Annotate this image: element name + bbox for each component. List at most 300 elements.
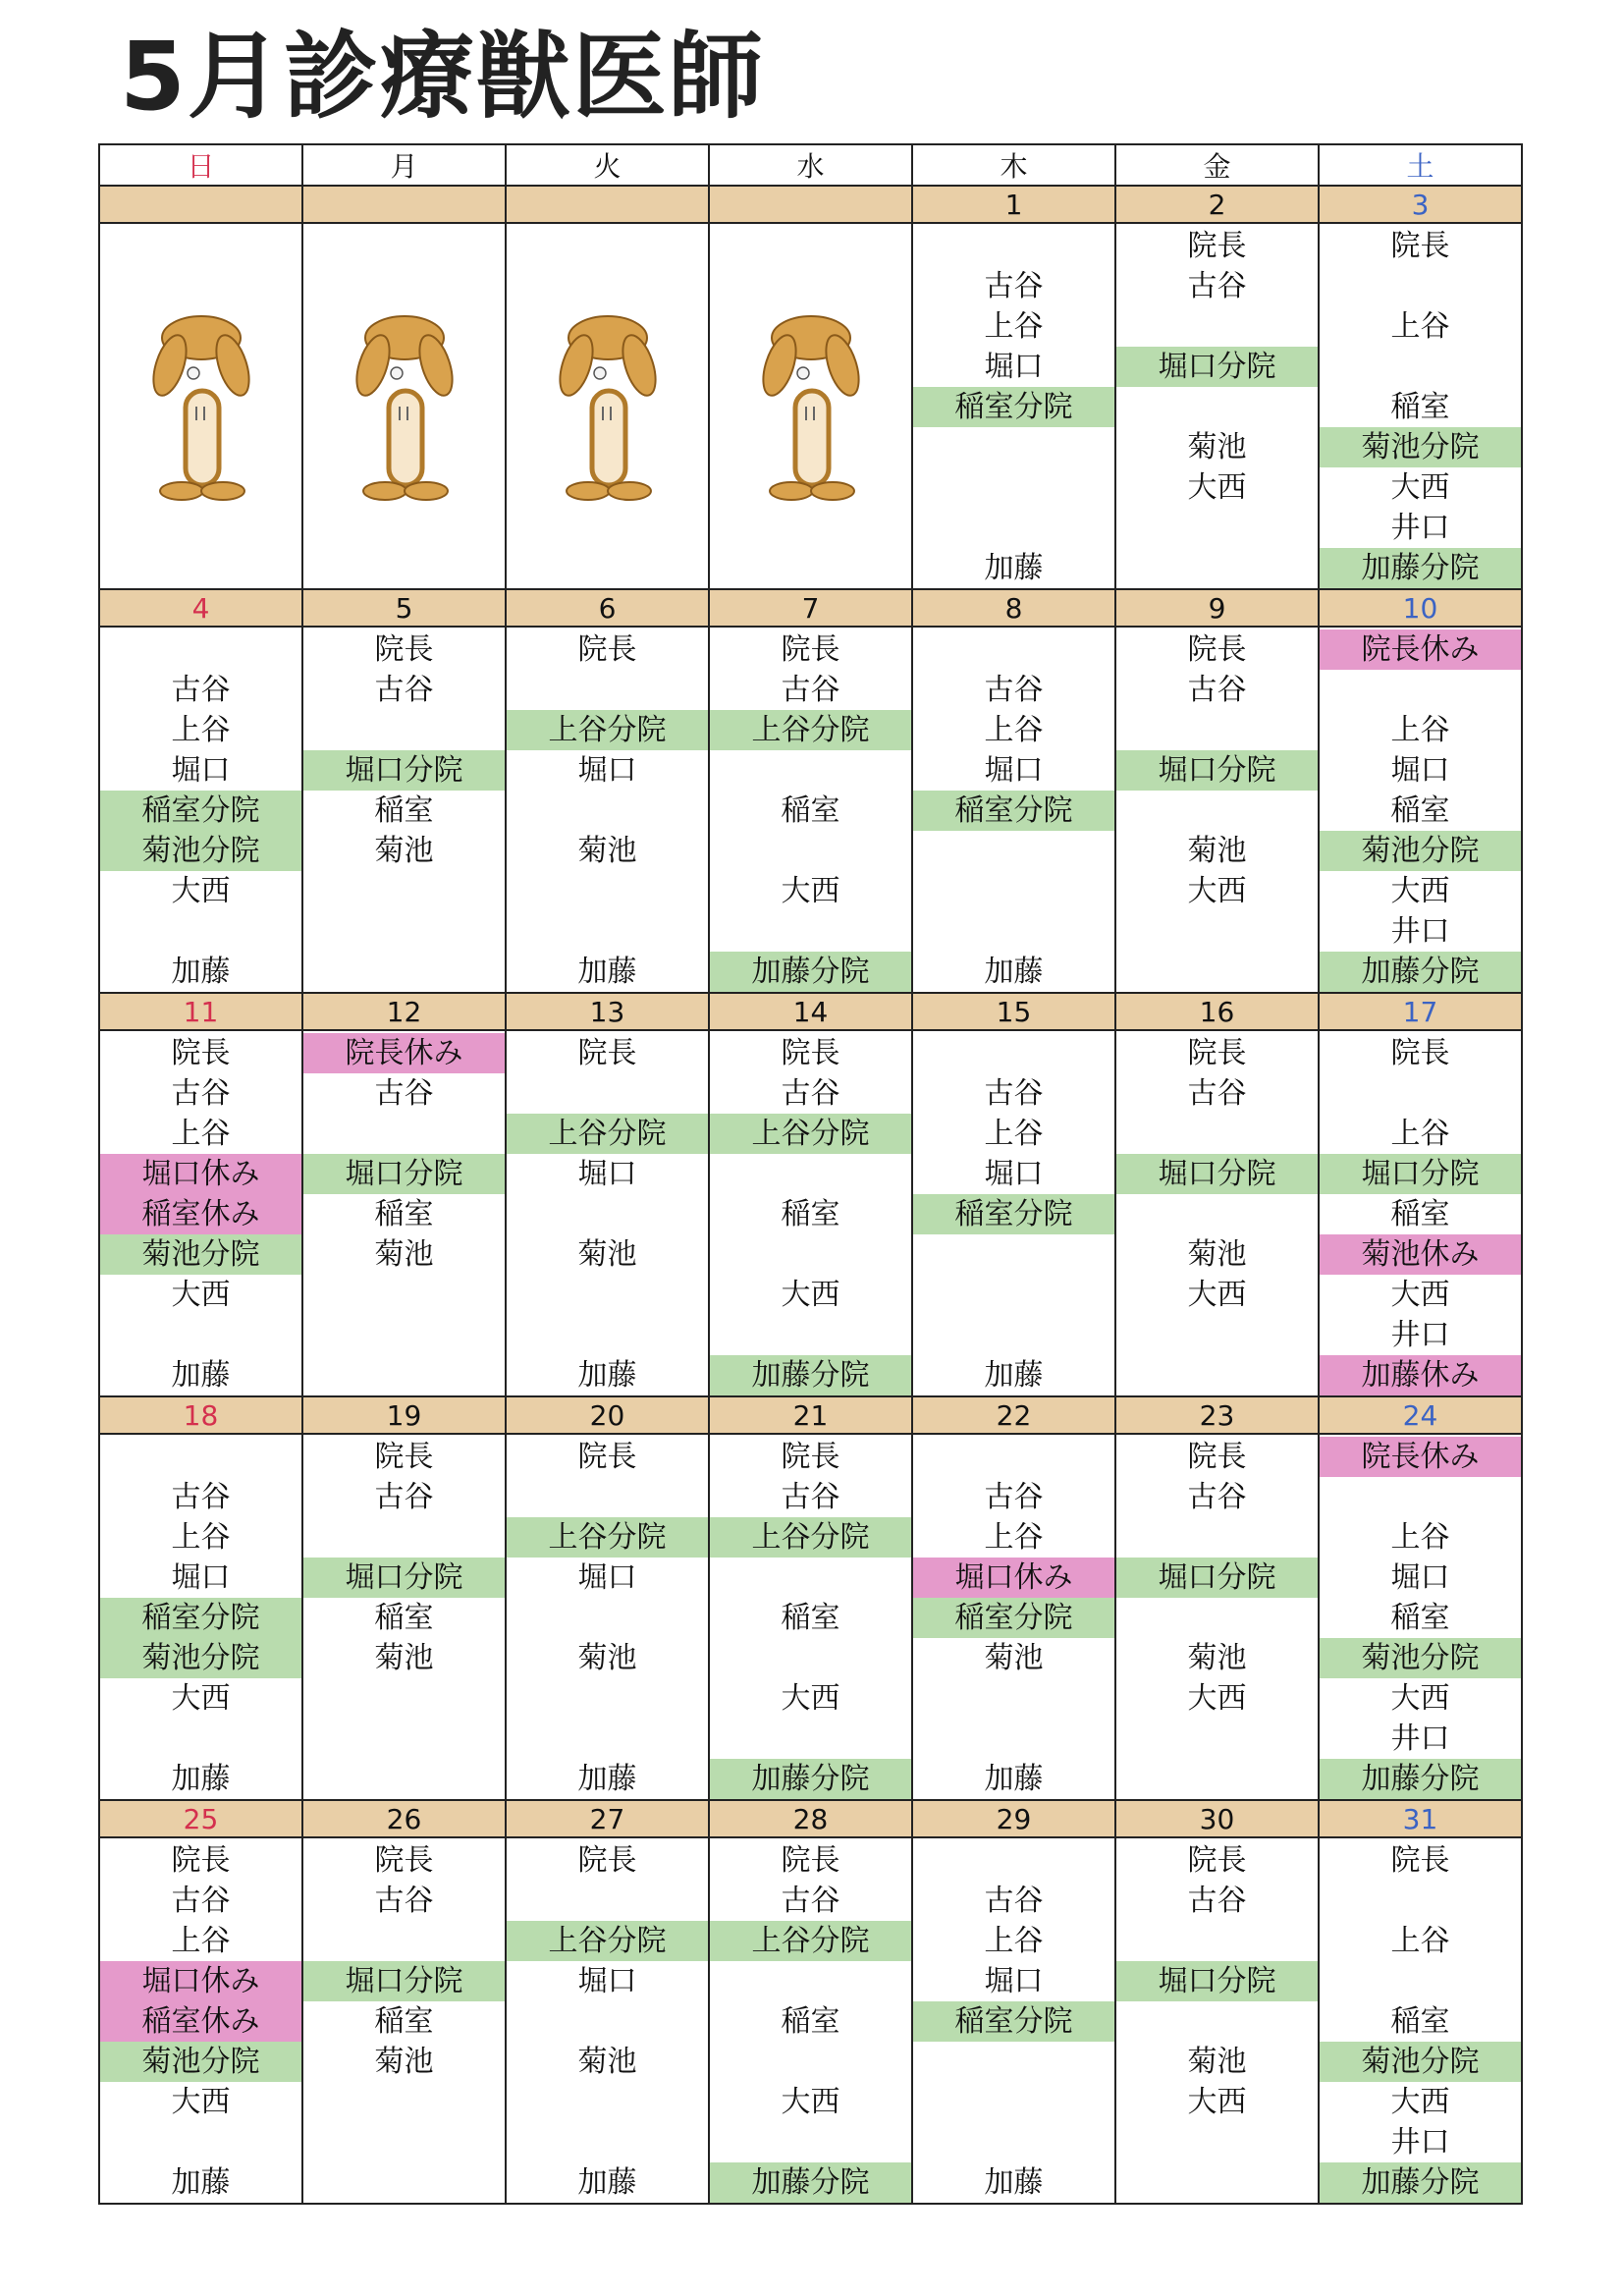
vet-list	[303, 628, 505, 992]
vet-entry	[100, 1719, 301, 1759]
vet-entry	[507, 1719, 708, 1759]
vet-branch-entry: 加藤分院	[1320, 952, 1521, 992]
vet-entry: 加藤	[171, 955, 231, 989]
vet-branch-entry: 稲室分院	[913, 791, 1114, 831]
date-row	[99, 993, 1522, 1030]
vet-branch-entry: 稲室分院	[100, 791, 301, 831]
vet-branch-entry: 菊池分院	[1320, 1638, 1521, 1678]
vet-branch-entry: 加藤分院	[1320, 1759, 1521, 1799]
date-number: 13	[506, 993, 709, 1030]
vet-entry: 古谷	[171, 1480, 231, 1514]
vet-branch-entry: 加藤分院	[710, 1355, 911, 1395]
vet-entry: 上谷	[171, 1117, 231, 1151]
dog-mascot-icon	[710, 224, 911, 588]
date-number: 22	[912, 1396, 1115, 1434]
date-number: 14	[709, 993, 912, 1030]
vet-branch-entry: 稲室分院	[100, 1598, 301, 1638]
vet-entry: 稲室	[1390, 2004, 1450, 2039]
vet-list	[303, 1435, 505, 1799]
date-number: 23	[1115, 1396, 1319, 1434]
vet-entry	[1116, 548, 1318, 588]
date-number: 26	[302, 1800, 506, 1837]
vet-entry: 大西	[781, 2085, 840, 2119]
vet-entry: 稲室	[374, 1601, 434, 1635]
vet-entry: 菊池	[374, 1237, 434, 1272]
week-row	[99, 1837, 1522, 2204]
vet-entry: 大西	[171, 1278, 231, 1312]
vet-entry	[1116, 2162, 1318, 2203]
vet-entry	[1116, 2001, 1318, 2042]
vet-entry	[913, 2042, 1114, 2082]
vet-entry: 院長	[374, 632, 434, 667]
vet-entry: 院長	[781, 1843, 840, 1878]
vet-entry: 菊池	[1187, 834, 1247, 868]
vet-entry	[1116, 952, 1318, 992]
vet-entry	[507, 1678, 708, 1719]
vet-branch-entry: 堀口分院	[303, 750, 505, 791]
vet-entry	[1320, 1961, 1521, 2001]
vet-entry: 古谷	[984, 1884, 1044, 1918]
vet-entry: 古谷	[1187, 673, 1247, 707]
vet-entry: 上谷	[984, 713, 1044, 747]
vet-off-entry: 稲室休み	[100, 2001, 301, 2042]
date-number: 17	[1319, 993, 1522, 1030]
day-cell	[506, 1434, 709, 1800]
vet-entry	[913, 2122, 1114, 2162]
vet-entry	[710, 750, 911, 791]
day-cell	[912, 1434, 1115, 1800]
vet-entry	[710, 1315, 911, 1355]
vet-entry	[303, 1275, 505, 1315]
vet-entry: 院長	[1187, 632, 1247, 667]
vet-entry	[507, 670, 708, 710]
vet-entry	[1116, 791, 1318, 831]
week-row	[99, 627, 1522, 993]
vet-entry	[303, 1719, 505, 1759]
vet-entry: 大西	[1390, 1278, 1450, 1312]
date-number: 19	[302, 1396, 506, 1434]
vet-entry	[913, 467, 1114, 508]
vet-entry	[913, 1840, 1114, 1881]
vet-entry: 古谷	[1187, 269, 1247, 303]
day-cell	[1319, 627, 1522, 993]
vet-entry: 菊池	[984, 1641, 1044, 1675]
vet-entry: 古谷	[984, 673, 1044, 707]
vet-branch-entry: 上谷分院	[507, 1517, 708, 1558]
vet-branch-entry: 上谷分院	[710, 710, 911, 750]
vet-entry: 稲室	[1390, 390, 1450, 424]
vet-list	[1320, 1435, 1521, 1799]
vet-entry: 稲室	[781, 1601, 840, 1635]
vet-entry: 大西	[1187, 1278, 1247, 1312]
vet-entry: 大西	[1187, 2085, 1247, 2119]
vet-branch-entry: 菊池分院	[100, 831, 301, 871]
date-number: 7	[709, 589, 912, 627]
vet-branch-entry: 堀口分院	[303, 1961, 505, 2001]
dog-mascot-icon	[100, 224, 301, 588]
vet-entry: 上谷	[984, 1117, 1044, 1151]
calendar-body	[99, 186, 1522, 2204]
vet-entry: 堀口	[171, 1560, 231, 1595]
vet-list	[710, 1435, 911, 1799]
vet-entry	[1116, 911, 1318, 952]
week-row	[99, 223, 1522, 589]
vet-entry	[913, 1033, 1114, 1073]
vet-list	[303, 1031, 505, 1395]
vet-entry: 大西	[1187, 1681, 1247, 1716]
schedule-calendar	[98, 143, 1523, 2205]
vet-entry: 堀口	[171, 753, 231, 788]
vet-list	[100, 1031, 301, 1395]
day-cell	[302, 1837, 506, 2204]
vet-entry: 菊池	[1187, 2045, 1247, 2079]
vet-entry	[913, 427, 1114, 467]
vet-entry: 古谷	[984, 1480, 1044, 1514]
vet-branch-entry: 菊池分院	[100, 1638, 301, 1678]
day-cell	[506, 1837, 709, 2204]
vet-entry	[1116, 1194, 1318, 1234]
day-cell	[709, 1837, 912, 2204]
vet-off-entry: 堀口休み	[913, 1558, 1114, 1598]
vet-entry	[1116, 1517, 1318, 1558]
vet-entry	[303, 2082, 505, 2122]
vet-entry	[100, 629, 301, 670]
vet-entry: 加藤	[984, 1358, 1044, 1393]
vet-entry: 院長	[1187, 1843, 1247, 1878]
vet-entry: 稲室	[374, 1197, 434, 1231]
vet-entry	[1116, 508, 1318, 548]
date-number: 3	[1319, 186, 1522, 223]
vet-list	[100, 628, 301, 992]
vet-entry: 稲室	[374, 2004, 434, 2039]
vet-entry: 菊池	[577, 2045, 637, 2079]
vet-entry: 菊池	[374, 1641, 434, 1675]
vet-entry: 上谷	[1390, 1924, 1450, 1958]
vet-list	[710, 1031, 911, 1395]
vet-entry	[1116, 710, 1318, 750]
vet-entry: 古谷	[171, 1884, 231, 1918]
vet-entry	[913, 1275, 1114, 1315]
date-number: 4	[99, 589, 302, 627]
vet-entry: 大西	[1390, 874, 1450, 908]
vet-list	[507, 1435, 708, 1799]
vet-entry: 院長	[1390, 229, 1450, 263]
vet-branch-entry: 菊池分院	[100, 2042, 301, 2082]
date-number: 16	[1115, 993, 1319, 1030]
weekday-header-row	[99, 144, 1522, 186]
vet-entry	[507, 911, 708, 952]
vet-entry	[303, 1678, 505, 1719]
vet-entry	[303, 911, 505, 952]
vet-entry: 古谷	[171, 673, 231, 707]
vet-entry: 稲室	[374, 793, 434, 828]
vet-entry	[1116, 2122, 1318, 2162]
vet-entry	[507, 1275, 708, 1315]
vet-entry: 菊池	[1187, 1237, 1247, 1272]
vet-entry	[303, 2162, 505, 2203]
vet-entry: 上谷	[171, 713, 231, 747]
vet-entry: 加藤	[984, 2165, 1044, 2200]
day-cell	[1115, 223, 1319, 589]
date-number	[99, 186, 302, 223]
day-cell	[912, 1837, 1115, 2204]
vet-branch-entry: 堀口分院	[1116, 1961, 1318, 2001]
vet-entry: 加藤	[577, 1762, 637, 1796]
date-row	[99, 1396, 1522, 1434]
vet-entry: 堀口	[984, 1157, 1044, 1191]
vet-entry: 院長	[1187, 1440, 1247, 1474]
day-cell	[912, 1030, 1115, 1396]
vet-entry: 堀口	[984, 1964, 1044, 1998]
vet-branch-entry: 堀口分院	[1116, 347, 1318, 387]
date-number: 10	[1319, 589, 1522, 627]
vet-entry: 井口	[1390, 511, 1450, 545]
vet-entry	[1116, 1759, 1318, 1799]
day-cell	[709, 1434, 912, 1800]
vet-entry: 院長	[781, 1036, 840, 1070]
vet-entry	[507, 2001, 708, 2042]
vet-entry: 加藤	[984, 955, 1044, 989]
vet-list	[507, 1031, 708, 1395]
vet-entry: 古谷	[374, 1480, 434, 1514]
vet-entry: 古谷	[984, 269, 1044, 303]
date-number: 15	[912, 993, 1115, 1030]
vet-entry	[913, 226, 1114, 266]
vet-entry	[507, 1315, 708, 1355]
vet-entry: 院長	[374, 1440, 434, 1474]
weekday-header: 木	[912, 144, 1115, 186]
vet-entry	[913, 1437, 1114, 1477]
vet-entry: 古谷	[374, 673, 434, 707]
vet-branch-entry: 加藤分院	[710, 2162, 911, 2203]
vet-entry	[710, 2042, 911, 2082]
vet-entry: 院長	[1187, 1036, 1247, 1070]
vet-entry	[710, 911, 911, 952]
vet-entry: 古谷	[171, 1076, 231, 1111]
date-number: 1	[912, 186, 1115, 223]
vet-branch-entry: 菊池分院	[100, 1234, 301, 1275]
day-cell	[506, 1030, 709, 1396]
vet-entry	[710, 1558, 911, 1598]
date-number: 28	[709, 1800, 912, 1837]
vet-entry: 堀口	[577, 1157, 637, 1191]
day-cell	[302, 627, 506, 993]
vet-entry: 加藤	[984, 1762, 1044, 1796]
date-row	[99, 186, 1522, 223]
vet-entry: 井口	[1390, 1318, 1450, 1352]
vet-entry	[1320, 670, 1521, 710]
vet-entry: 院長	[781, 1440, 840, 1474]
date-number: 27	[506, 1800, 709, 1837]
vet-list	[913, 628, 1114, 992]
date-number: 31	[1319, 1800, 1522, 1837]
date-number: 21	[709, 1396, 912, 1434]
vet-entry: 院長	[577, 632, 637, 667]
vet-branch-entry: 上谷分院	[507, 1921, 708, 1961]
vet-entry: 菊池	[577, 1641, 637, 1675]
vet-entry: 大西	[781, 874, 840, 908]
vet-entry: 大西	[171, 1681, 231, 1716]
vet-entry: 堀口	[577, 1560, 637, 1595]
vet-entry	[507, 1477, 708, 1517]
vet-entry	[303, 871, 505, 911]
vet-entry	[913, 1234, 1114, 1275]
vet-entry	[1116, 1921, 1318, 1961]
date-number: 9	[1115, 589, 1319, 627]
vet-entry: 加藤	[171, 2165, 231, 2200]
vet-entry	[1116, 1719, 1318, 1759]
vet-branch-entry: 上谷分院	[507, 1114, 708, 1154]
vet-entry: 堀口	[984, 350, 1044, 384]
vet-entry: 古谷	[374, 1884, 434, 1918]
vet-entry	[710, 2122, 911, 2162]
vet-entry: 古谷	[1187, 1884, 1247, 1918]
vet-entry: 大西	[781, 1681, 840, 1716]
vet-entry	[913, 1719, 1114, 1759]
vet-entry: 稲室	[781, 1197, 840, 1231]
vet-off-entry: 堀口休み	[100, 1154, 301, 1194]
vet-entry	[913, 911, 1114, 952]
dog-mascot-icon	[507, 224, 708, 588]
vet-entry: 院長	[374, 1843, 434, 1878]
vet-entry	[507, 871, 708, 911]
vet-list	[913, 224, 1114, 588]
date-number: 24	[1319, 1396, 1522, 1434]
vet-entry: 院長	[577, 1036, 637, 1070]
vet-entry	[913, 1678, 1114, 1719]
vet-branch-entry: 稲室分院	[913, 387, 1114, 427]
vet-off-entry: 菊池休み	[1320, 1234, 1521, 1275]
vet-entry: 稲室	[781, 2004, 840, 2039]
vet-entry: 院長	[577, 1440, 637, 1474]
vet-entry	[100, 1315, 301, 1355]
vet-branch-entry: 稲室分院	[913, 1194, 1114, 1234]
day-cell	[99, 1030, 302, 1396]
day-cell	[1319, 1030, 1522, 1396]
vet-branch-entry: 堀口分院	[303, 1558, 505, 1598]
vet-entry: 稲室	[781, 793, 840, 828]
vet-entry: 稲室	[1390, 793, 1450, 828]
vet-entry	[710, 1638, 911, 1678]
vet-entry	[507, 791, 708, 831]
vet-list	[507, 628, 708, 992]
vet-entry	[913, 629, 1114, 670]
week-row	[99, 1030, 1522, 1396]
vet-entry	[710, 1234, 911, 1275]
vet-branch-entry: 菊池分院	[1320, 2042, 1521, 2082]
vet-entry: 堀口	[1390, 753, 1450, 788]
date-number	[302, 186, 506, 223]
date-number: 5	[302, 589, 506, 627]
vet-entry	[913, 508, 1114, 548]
vet-branch-entry: 加藤分院	[710, 1759, 911, 1799]
vet-entry: 大西	[1390, 1681, 1450, 1716]
vet-entry: 加藤	[171, 1762, 231, 1796]
vet-branch-entry: 上谷分院	[710, 1921, 911, 1961]
vet-entry: 大西	[1187, 470, 1247, 505]
vet-list	[507, 1838, 708, 2203]
vet-list	[1116, 628, 1318, 992]
vet-entry: 大西	[1187, 874, 1247, 908]
vet-entry	[507, 1194, 708, 1234]
vet-entry	[100, 1437, 301, 1477]
vet-entry: 院長	[1390, 1036, 1450, 1070]
vet-entry	[1320, 347, 1521, 387]
vet-off-entry: 加藤休み	[1320, 1355, 1521, 1395]
vet-entry: 院長	[171, 1036, 231, 1070]
vet-entry: 井口	[1390, 1722, 1450, 1756]
vet-branch-entry: 堀口分院	[303, 1154, 505, 1194]
vet-branch-entry: 菊池分院	[1320, 427, 1521, 467]
week-row	[99, 1434, 1522, 1800]
vet-off-entry: 稲室休み	[100, 1194, 301, 1234]
vet-entry	[710, 1719, 911, 1759]
vet-list	[1116, 224, 1318, 588]
vet-entry	[710, 1961, 911, 2001]
vet-entry: 井口	[1390, 2125, 1450, 2159]
day-cell	[1115, 1030, 1319, 1396]
vet-entry: 古谷	[1187, 1480, 1247, 1514]
date-row	[99, 589, 1522, 627]
vet-off-entry: 院長休み	[1320, 1437, 1521, 1477]
vet-entry	[1116, 387, 1318, 427]
vet-entry	[710, 831, 911, 871]
vet-entry: 堀口	[1390, 1560, 1450, 1595]
vet-entry: 大西	[171, 2085, 231, 2119]
date-number	[709, 186, 912, 223]
vet-entry: 堀口	[577, 753, 637, 788]
vet-entry: 院長	[781, 632, 840, 667]
vet-entry	[1116, 306, 1318, 347]
vet-list	[100, 1435, 301, 1799]
vet-entry	[507, 1881, 708, 1921]
vet-entry	[303, 2122, 505, 2162]
vet-list	[303, 1838, 505, 2203]
vet-off-entry: 堀口休み	[100, 1961, 301, 2001]
vet-branch-entry: 稲室分院	[913, 2001, 1114, 2042]
vet-entry: 古谷	[1187, 1076, 1247, 1111]
vet-entry	[913, 1315, 1114, 1355]
vet-entry	[303, 1921, 505, 1961]
weekday-header: 土	[1319, 144, 1522, 186]
vet-entry: 上谷	[984, 1520, 1044, 1555]
vet-entry: 菊池	[374, 2045, 434, 2079]
date-number: 25	[99, 1800, 302, 1837]
date-number: 18	[99, 1396, 302, 1434]
day-cell	[709, 1030, 912, 1396]
vet-branch-entry: 堀口分院	[1116, 1558, 1318, 1598]
vet-entry: 菊池	[1187, 1641, 1247, 1675]
vet-entry: 稲室	[1390, 1197, 1450, 1231]
vet-branch-entry: 加藤分院	[710, 952, 911, 992]
vet-list	[1320, 224, 1521, 588]
day-cell	[302, 1434, 506, 1800]
vet-entry: 古谷	[781, 1480, 840, 1514]
dog-mascot-icon	[303, 224, 505, 588]
day-cell	[1319, 1434, 1522, 1800]
vet-entry: 上谷	[1390, 309, 1450, 344]
vet-entry: 上谷	[984, 1924, 1044, 1958]
vet-entry	[303, 1355, 505, 1395]
vet-entry: 加藤	[577, 1358, 637, 1393]
vet-entry	[1320, 266, 1521, 306]
vet-branch-entry: 菊池分院	[1320, 831, 1521, 871]
vet-entry: 上谷	[1390, 1117, 1450, 1151]
vet-entry: 菊池	[577, 834, 637, 868]
vet-list	[710, 1838, 911, 2203]
vet-entry	[1320, 1477, 1521, 1517]
vet-entry: 上谷	[171, 1520, 231, 1555]
